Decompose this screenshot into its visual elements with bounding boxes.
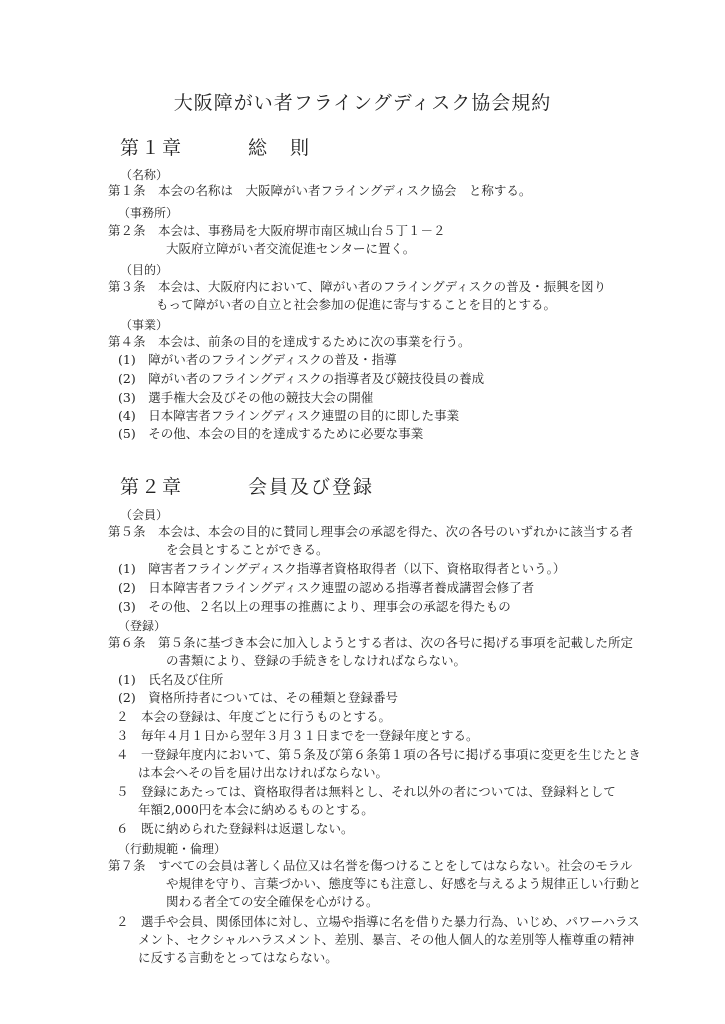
article-5-item-1: (1) 障害者フライングディスク指導者資格取得者（以下、資格取得者という。） — [118, 561, 566, 576]
chapter-1-number: 第１章 — [120, 137, 184, 159]
article-4: 第４条 本会は、前条の目的を達成するために次の事業を行う。 — [108, 334, 471, 349]
chapter-1-name: 総 則 — [248, 137, 312, 159]
document-title: 大阪障がい者フライングディスク協会規約 — [173, 92, 552, 114]
article-3-cont: もって障がい者の自立と社会参加の促進に寄与することを目的とする。 — [156, 297, 557, 312]
article-6-para-4-cont: は本会へその旨を届け出なければならない。 — [138, 765, 389, 780]
section-heading-business: （事業） — [120, 318, 169, 332]
section-heading-conduct: （行動規範・倫理） — [118, 842, 227, 856]
article-4-item-4: (4) 日本障害者フライングディスク連盟の目的に即した事業 — [118, 408, 460, 423]
article-7-cont-2: 関わる者全ての安全確保を心がける。 — [166, 894, 379, 909]
article-5-item-3: (3) その他、２名以上の理事の推薦により、理事会の承認を得たもの — [118, 599, 511, 614]
chapter-2-heading — [120, 472, 374, 499]
article-7-para-2-cont-1: メント、セクシャルハラスメント、差別、暴言、その他人個人的な差別等人権尊重の精神 — [138, 932, 635, 947]
article-7: 第７条 すべての会員は著しく品位又は名誉を傷つけることをしてはならない。社会のモラル — [108, 858, 633, 873]
article-5: 第５条 本会は、本会の目的に賛同し理事会の承認を得た、次の各号のいずれかに該当する者 — [108, 524, 634, 539]
article-6-item-1: (1) 氏名及び住所 — [118, 672, 224, 687]
article-7-para-2-cont-2: に反する言動をとってはならない。 — [138, 950, 338, 965]
article-6-para-6: ６ 既に納められた登録料は返還しない。 — [116, 821, 354, 836]
article-6-para-4: ４ 一登録年度内において、第５条及び第６条第１項の各号に掲げる事項に変更を生じたとき — [116, 747, 641, 762]
section-heading-purpose: （目的） — [120, 263, 169, 277]
article-6-cont: の書類により、登録の手続きをしなければならない。 — [166, 653, 467, 668]
article-4-item-1: (1) 障がい者のフライングディスクの普及・指導 — [118, 352, 397, 367]
article-1: 第１条 本会の名称は 大阪障がい者フライングディスク協会 と称する。 — [108, 183, 532, 198]
article-5-cont: を会員とすることができる。 — [166, 542, 329, 557]
section-heading-office: （事務所） — [118, 206, 179, 220]
article-5-item-2: (2) 日本障害者フライングディスク連盟の認める指導者養成講習会修了者 — [118, 580, 535, 595]
article-2-cont: 大阪府立障がい者交流促進センターに置く。 — [166, 241, 416, 256]
section-heading-members: （会員） — [120, 508, 169, 522]
article-6-item-2: (2) 資格所持者については、その種類と登録番号 — [118, 690, 398, 705]
article-2: 第２条 本会は、事務局を大阪府堺市南区城山台５丁１－２ — [108, 223, 446, 238]
article-3: 第３条 本会は、大阪府内において、障がい者のフライングディスクの普及・振興を図り — [108, 279, 607, 294]
article-7-cont-1: や規律を守り、言葉づかい、態度等にも注意し、好感を与えるよう規律正しい行動と — [166, 876, 642, 891]
article-6-para-2: ２ 本会の登録は、年度ごとに行うものとする。 — [116, 709, 392, 724]
article-6: 第６条 第５条に基づき本会に加入しようとする者は、次の各号に掲げる事項を記載した所定 — [108, 635, 634, 650]
article-4-item-2: (2) 障がい者のフライングディスクの指導者及び競技役員の養成 — [118, 371, 485, 386]
section-heading-name: （名称） — [120, 168, 169, 182]
section-heading-registration: （登録） — [118, 619, 167, 633]
article-6-para-5: ５ 登録にあたっては、資格取得者は無料とし、それ以外の者については、登録料として — [116, 784, 616, 799]
chapter-1-heading — [120, 133, 311, 160]
article-7-para-2: ２ 選手や会員、関係団体に対し、立場や指導に名を借りた暴力行為、いじめ、パワーハラス — [116, 914, 640, 929]
article-6-para-3: ３ 毎年４月１日から翌年３月３１日までを一登録年度とする。 — [116, 728, 479, 743]
article-4-item-5: (5) その他、本会の目的を達成するために必要な事業 — [118, 426, 424, 441]
article-4-item-3: (3) 選手権大会及びその他の競技大会の開催 — [118, 390, 374, 405]
chapter-2-number: 第２章 — [120, 476, 184, 498]
chapter-2-name: 会員及び登録 — [248, 476, 375, 498]
article-6-para-5-cont: 年額2,000円を本会に納めるものとする。 — [138, 802, 374, 817]
